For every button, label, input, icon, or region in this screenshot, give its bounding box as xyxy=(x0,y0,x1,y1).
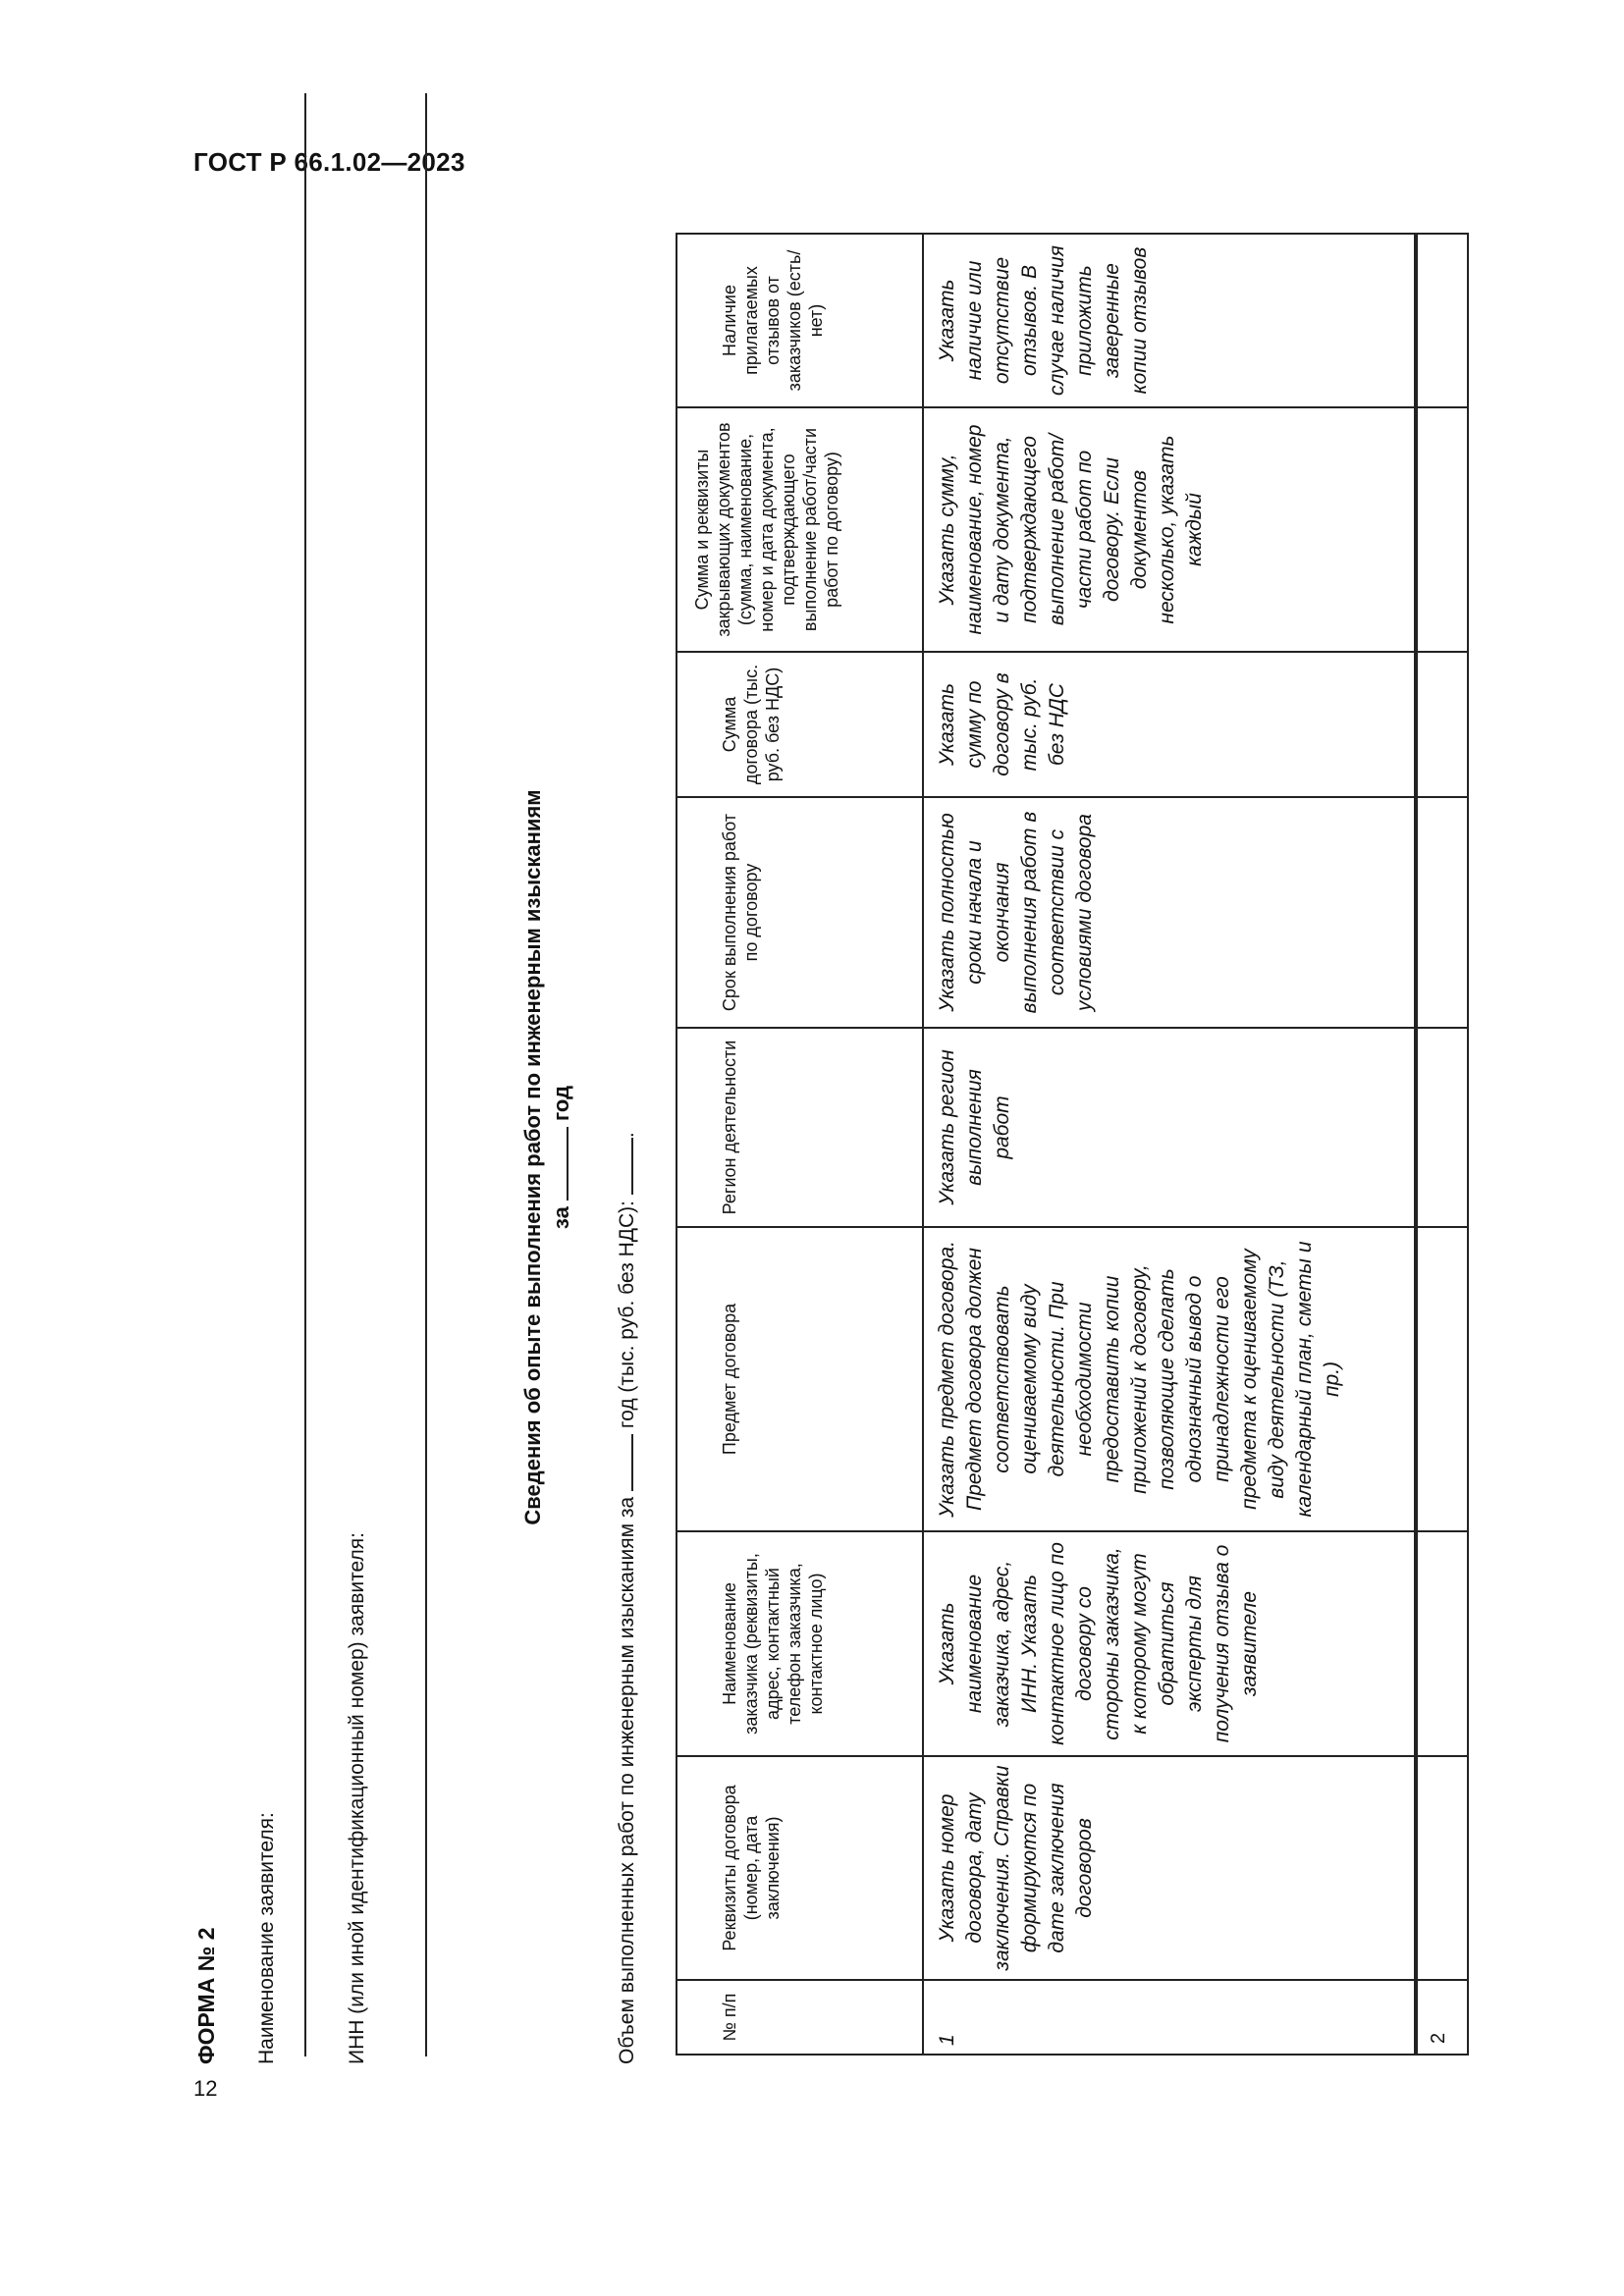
row1-reviews: Указать наличие или отсутствие отзывов. В случае наличия приложить заверенные копии отзывов xyxy=(936,245,1151,396)
header-num: № п/п xyxy=(720,1993,739,2042)
header-cell xyxy=(677,1756,923,1980)
table-cell xyxy=(923,1756,1416,1980)
table-cell xyxy=(923,1980,1416,2055)
table-row xyxy=(1416,234,1468,2055)
row1-term: Указать полностью сроки начала и окончания выполнения работ в соответствии с условиями договора xyxy=(936,811,1096,1014)
page-number: 12 xyxy=(193,2076,218,2101)
table-cell xyxy=(1416,652,1468,797)
header-cell xyxy=(677,797,923,1028)
form-heading-line2 xyxy=(549,667,574,1648)
row1-num: 1 xyxy=(936,2034,958,2046)
inn-line xyxy=(425,93,427,2056)
table-cell xyxy=(1416,1028,1468,1227)
heading-za: за xyxy=(549,1206,573,1230)
table-cell xyxy=(923,1028,1416,1227)
inn-label: ИНН (или иной идентификационный номер) заявителя: xyxy=(346,1532,368,2064)
header-reviews: Наличие прилагаемых отзывов от заказчиков (есть/нет) xyxy=(720,249,826,392)
header-cell xyxy=(677,1227,923,1531)
header-region: Регион деятельности xyxy=(720,1040,739,1215)
header-amount: Сумма договора (тыс. руб. без НДС) xyxy=(720,664,783,785)
header-cell xyxy=(677,407,923,652)
document-header: ГОСТ Р 66.1.02—2023 xyxy=(193,147,465,177)
table-cell xyxy=(923,797,1416,1028)
volume-prefix: Объем выполненных работ по инженерным изысканиям за xyxy=(616,1496,638,2064)
header-cell xyxy=(677,1980,923,2055)
table-cell xyxy=(923,407,1416,652)
volume-year-blank xyxy=(631,1434,633,1491)
table-cell xyxy=(923,1531,1416,1756)
table-cell xyxy=(1416,407,1468,652)
header-contract-details: Реквизиты договора (номер, дата заключения) xyxy=(720,1785,783,1951)
table-row xyxy=(923,234,1416,2055)
volume-amount-blank xyxy=(631,1138,633,1195)
row1-subject: Указать предмет договора. Предмет договора должен соответствовать оцениваемому виду деятельности. При необходимости предоставить копии приложений к договору, позволяющие сделать однозначный вывод о принадлежности его предмета к оцениваемому виду деятельности (ТЗ, календарный план, сметы и пр.) xyxy=(936,1241,1343,1518)
row1-contract-details: Указать номер договора, дату заключения. Справки формируются по дате заключения договоров xyxy=(936,1765,1096,1971)
table-cell xyxy=(1416,1227,1468,1531)
header-subject: Предмет договора xyxy=(720,1303,739,1456)
form-title: ФОРМА № 2 xyxy=(193,1927,219,2064)
volume-suffix: . xyxy=(616,1132,638,1139)
table-header-row xyxy=(677,234,923,2055)
table-cell xyxy=(1416,1980,1468,2055)
row1-region: Указать регион выполнения работ xyxy=(936,1049,1013,1205)
header-term: Срок выполнения работ по договору xyxy=(720,813,761,1012)
table-cell xyxy=(923,1227,1416,1531)
year-blank xyxy=(567,1127,568,1201)
row1-amount: Указать сумму по договору в тыс. руб. без НДС xyxy=(936,672,1068,776)
row1-closing-docs: Указать сумму, наименование, номер и дату документа, подтверждающего выполнение работ/части работ по договору. Если документов несколько, указать каждый xyxy=(936,424,1206,635)
header-customer: Наименование заказчика (реквизиты, адрес, контактный телефон заказчика, контактное лицо) xyxy=(720,1553,826,1735)
table-cell xyxy=(1416,1531,1468,1756)
form-heading xyxy=(520,667,574,1648)
table-cell xyxy=(923,652,1416,797)
table-cell xyxy=(1416,234,1468,407)
form-heading-line1: Сведения об опыте выполнения работ по инженерным изысканиям xyxy=(520,789,545,1525)
row2-num: 2 xyxy=(1428,2032,1449,2044)
header-closing-docs: Сумма и реквизиты закрывающих документов (сумма, наименование, номер и дата документа, подтверждающего выполнение работ/части работ по договору) xyxy=(692,422,841,637)
table-cell xyxy=(1416,797,1468,1028)
applicant-line xyxy=(304,93,306,2056)
heading-year: год xyxy=(549,1085,573,1121)
volume-line xyxy=(616,1132,639,2064)
volume-middle: год (тыс. руб. без НДС): xyxy=(616,1200,638,1429)
header-cell xyxy=(677,652,923,797)
header-cell xyxy=(677,1531,923,1756)
experience-table xyxy=(676,233,1469,2056)
row1-customer: Указать наименование заказчика, адрес, ИНН. Указать контактное лицо по договору со стороны заказчика, к которому могут обратиться эксперты для получения отзыва о заявителе xyxy=(936,1542,1261,1745)
table-cell xyxy=(923,234,1416,407)
applicant-label: Наименование заявителя: xyxy=(255,1812,278,2064)
header-cell xyxy=(677,1028,923,1227)
header-cell xyxy=(677,234,923,407)
table-cell xyxy=(1416,1756,1468,1980)
